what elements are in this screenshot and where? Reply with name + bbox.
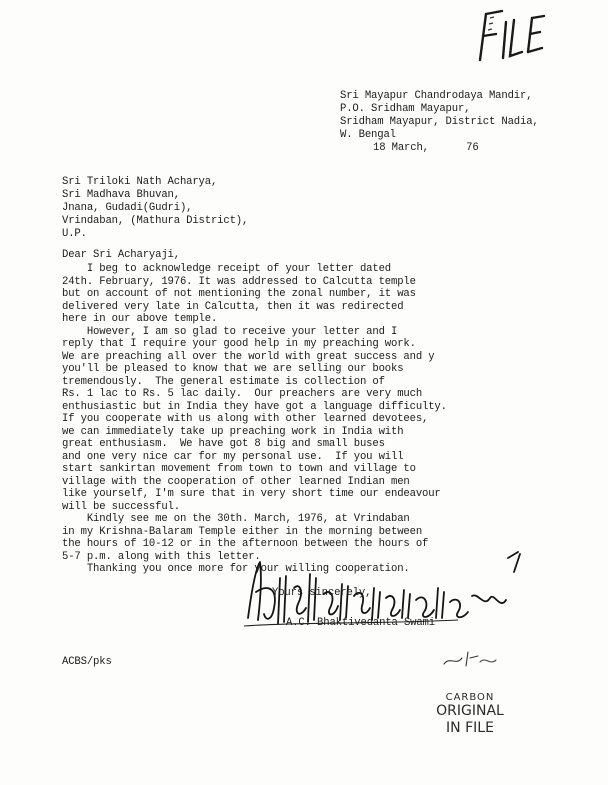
recipient-line: Jnana, Gudadi(Gudri), [62, 202, 193, 214]
signature-name: A.C. Bhaktivedanta Swami [286, 617, 435, 629]
recipient-line: U.P. [62, 228, 87, 240]
body-line: the hours of 10-12 or in the afternoon between the hours of [62, 538, 429, 550]
sender-line: Sri Mayapur Chandrodaya Mandir, [340, 90, 533, 102]
body-line: We are preaching all over the world with great success and y [62, 350, 435, 363]
body-line: but on account of not mentioning the zonal number, it was [62, 288, 416, 300]
recipient-line: Sri Triloki Nath Acharya, [62, 176, 218, 188]
stamp-line-in-file: IN FILE [446, 720, 494, 736]
carbon-original-stamp [425, 692, 515, 737]
body-line: village with the cooperation of other learned Indian men [62, 475, 410, 488]
body-line: Kindly see me on the 30th. March, 1976, at Vrindaban [62, 513, 410, 525]
body-line: 5-7 p.m. along with this letter. [62, 550, 261, 563]
closing: Yours sincerely, [272, 587, 372, 599]
body-line: will be successful. [62, 500, 180, 513]
stamp-line-original: ORIGINAL [436, 703, 504, 719]
letter-date: 18 March, 76 [373, 142, 479, 154]
stamp-line-carbon: CARBON [445, 692, 495, 703]
body-line: we can immediately take up preaching work in India with [62, 425, 404, 438]
body-line: reply that I require your good help in my preaching work. [62, 338, 416, 350]
body-line: I beg to acknowledge receipt of your letter dated [62, 263, 391, 275]
body-line: tremendously. The general estimate is collection of [62, 375, 385, 388]
body-line: great enthusiasm. We have got 8 big and small buses [62, 438, 385, 450]
body-line: Thanking you once more for your willing cooperation. [62, 563, 410, 575]
body-line: delivered very late in Calcutta, then it was redirected [62, 300, 404, 313]
body-line: Rs. 1 lac to Rs. 5 lac daily. Our preachers are very much [62, 388, 423, 400]
sender-line: W. Bengal [340, 129, 396, 141]
body-line: like yourself, I'm sure that in very short time our endeavour [62, 488, 441, 500]
body-line: enthusiastic but in India they have got a language difficulty. [62, 400, 447, 413]
body-line: 24th. February, 1976. It was addressed to Calcutta temple [62, 275, 416, 288]
body-line: here in our above temple. [62, 313, 218, 325]
sender-line: P.O. Sridham Mayapur, [340, 103, 471, 115]
handwritten-file-mark [476, 8, 556, 66]
reference-initials: ACBS/pks [62, 656, 112, 668]
recipient-line: Sri Madhava Bhuvan, [62, 189, 180, 201]
body-line: start sankirtan movement from town to town and village to [62, 463, 416, 475]
body-line: If you cooperate with us along with other learned devotees, [62, 413, 429, 425]
body-line: you'll be pleased to know that we are selling our books [62, 363, 404, 375]
body-line: in my Krishna-Balaram Temple either in the morning between [62, 525, 423, 538]
sender-line: Sridham Mayapur, District Nadia, [340, 116, 539, 128]
handwritten-initials [440, 646, 500, 672]
body-line: However, I am so glad to receive your letter and I [62, 325, 398, 338]
recipient-line: Vrindaban, (Mathura District), [62, 215, 249, 227]
salutation: Dear Sri Acharyaji, [62, 249, 180, 261]
body-line: and one very nice car for my personal use. If you will [62, 450, 404, 463]
